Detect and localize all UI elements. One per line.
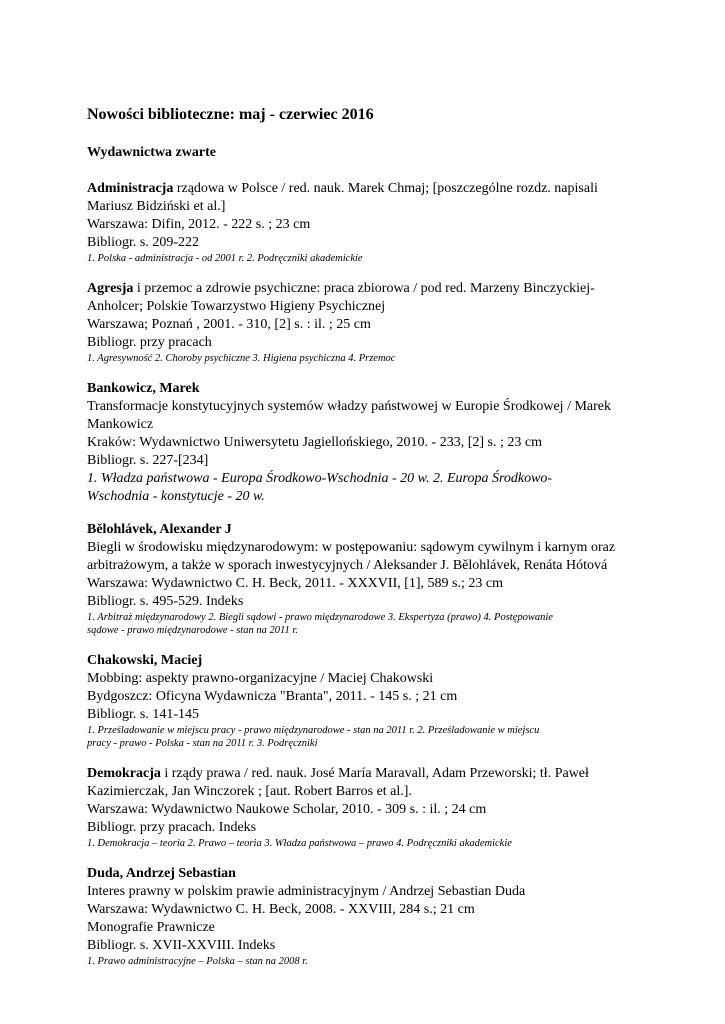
document-page [87, 104, 647, 983]
entry-title-line: Transformacje konstytucyjnych systemów władzy państwowej w Europie Środkowej / Marek [87, 399, 611, 414]
entry-imprint: Bydgoszcz: Oficyna Wydawnicza "Branta", 2011. - 145 s. ; 21 cm [87, 689, 458, 704]
entry-line: Kazimierczak, Jan Winczorek ; [aut. Robert Barros et al.]. [87, 784, 412, 799]
section-title: Wydawnictwa zwarte [87, 145, 216, 160]
entry-imprint: Warszawa: Wydawnictwo C. H. Beck, 2008. - XXVIII, 284 s.; 21 cm [87, 902, 475, 917]
entry-title-line [87, 765, 647, 783]
entry-title-text: i przemoc a zdrowie psychiczne: praca zbiorowa / pod red. Marzeny Binczyckiej- [133, 281, 595, 296]
entry-imprint: Warszawa: Wydawnictwo Naukowe Scholar, 2010. - 309 s. : il. ; 24 cm [87, 802, 487, 817]
entry-lead-word: Administracja [87, 181, 174, 196]
entry-title-line [87, 280, 647, 298]
entry-bibliography: Bibliogr. s. 227-[234] [87, 453, 209, 468]
entry-subjects: sądowe - prawo międzynarodowe - stan na 2011 r. [87, 625, 298, 636]
entry-title-text: rządowa w Polsce / red. nauk. Marek Chmaj; [poszczególne rozdz. napisali [173, 181, 598, 196]
entry-subjects: 1. Prawo administracyjne – Polska – stan na 2008 r. [87, 956, 308, 967]
entry-imprint: Kraków: Wydawnictwo Uniwersytetu Jagiellońskiego, 2010. - 233, [2] s. ; 23 cm [87, 435, 542, 450]
entry-author [87, 652, 647, 670]
entry-subjects: 1. Prześladowanie w miejscu pracy - prawo międzynarodowe - stan na 2011 r. 2. Prześladowanie w miejscu [87, 725, 540, 736]
entry-bibliography: Bibliogr. przy pracach [87, 335, 212, 350]
entry-title-line: Mobbing: aspekty prawno-organizacyjne / Maciej Chakowski [87, 671, 434, 686]
entry-bibliography: Bibliogr. s. 495-529. Indeks [87, 594, 244, 609]
entry-subjects: Wschodnia - konstytucje - 20 w. [87, 489, 265, 504]
entry-author [87, 521, 647, 539]
entry-bibliography: Bibliogr. przy pracach. Indeks [87, 820, 257, 835]
catalog-entry [87, 652, 647, 750]
entry-title-line: Interes prawny w polskim prawie administracyjnym / Andrzej Sebastian Duda [87, 884, 526, 899]
entry-line: Mankowicz [87, 417, 154, 432]
entry-title-text: i rządy prawa / red. nauk. José María Maravall, Adam Przeworski; tł. Paweł [160, 766, 589, 781]
entry-bibliography: Bibliogr. s. 209-222 [87, 235, 200, 250]
catalog-entry [87, 380, 647, 506]
entry-author-name: Bělohlávek, Alexander J [87, 522, 232, 537]
entry-series: Monografie Prawnicze [87, 920, 215, 935]
entry-author [87, 865, 647, 883]
entry-lead-word: Demokracja [87, 766, 161, 781]
entry-subjects: 1. Arbitraż międzynarodowy 2. Biegli sądowi - prawo międzynarodowe 3. Ekspertyza (prawo) 4. Postępowanie [87, 612, 553, 623]
entry-imprint: Warszawa; Poznań , 2001. - 310, [2] s. : il. ; 25 cm [87, 317, 371, 332]
catalog-entry [87, 521, 647, 637]
entry-line: arbitrażowym, a także w sporach inwestycyjnych / Aleksander J. Bělohlávek, Renáta Hótová [87, 558, 608, 573]
catalog-entry [87, 765, 647, 850]
entry-line: Mariusz Bidziński et al.] [87, 199, 226, 214]
catalog-entry [87, 865, 647, 968]
entry-author [87, 380, 647, 398]
entry-lead-word: Agresja [87, 281, 134, 296]
entry-title-line: Biegli w środowisku międzynarodowym: w postępowaniu: sądowym cywilnym i karnym oraz [87, 540, 616, 555]
entry-imprint: Warszawa: Wydawnictwo C. H. Beck, 2011. - XXXVII, [1], 589 s.; 23 cm [87, 576, 503, 591]
catalog-entry [87, 180, 647, 265]
entry-imprint: Warszawa: Difin, 2012. - 222 s. ; 23 cm [87, 217, 311, 232]
entry-bibliography: Bibliogr. s. XVII-XXVIII. Indeks [87, 938, 276, 953]
entry-subjects: pracy - prawo - Polska - stan na 2011 r. 3. Podręczniki [87, 738, 318, 749]
entry-subjects: 1. Demokracja – teoria 2. Prawo – teoria 3. Władza państwowa – prawo 4. Podręczniki akademickie [87, 838, 512, 849]
entry-subjects: 1. Władza państwowa - Europa Środkowo-Wschodnia - 20 w. 2. Europa Środkowo- [87, 471, 553, 486]
catalog-entry [87, 280, 647, 365]
entry-subjects: 1. Agresywność 2. Choroby psychiczne 3. Higiena psychiczna 4. Przemoc [87, 353, 396, 364]
entry-title-line [87, 180, 647, 198]
entry-author-name: Duda, Andrzej Sebastian [87, 866, 236, 881]
entry-bibliography: Bibliogr. s. 141-145 [87, 707, 200, 722]
entry-line: Anholcer; Polskie Towarzystwo Higieny Psychicznej [87, 299, 386, 314]
entry-author-name: Chakowski, Maciej [87, 653, 203, 668]
page-title: Nowości biblioteczne: maj - czerwiec 2016 [87, 106, 374, 123]
entry-author-name: Bankowicz, Marek [87, 381, 200, 396]
entry-subjects: 1. Polska - administracja - od 2001 r. 2. Podręczniki akademickie [87, 253, 363, 264]
